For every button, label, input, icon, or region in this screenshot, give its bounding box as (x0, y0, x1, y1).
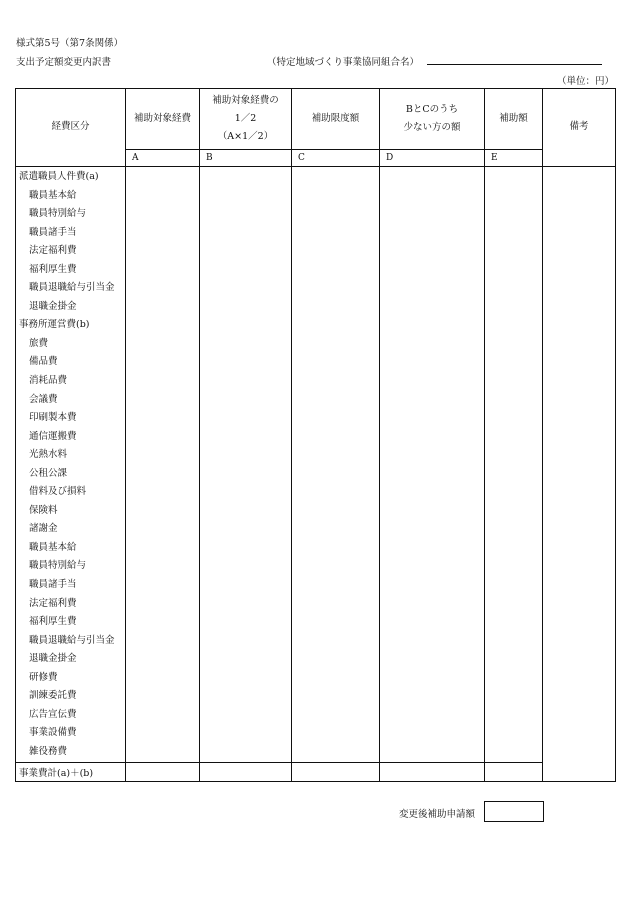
column-a-cell[interactable] (126, 167, 200, 763)
total-a-cell[interactable] (126, 762, 200, 781)
expense-item-row: 研修費 (29, 671, 58, 683)
expense-item-row: 職員諸手当 (29, 579, 77, 591)
column-d-cell[interactable] (380, 167, 485, 763)
expense-item-row: 会議費 (29, 393, 58, 405)
expense-table (15, 88, 616, 782)
expense-item-row: 旅費 (29, 337, 49, 349)
expense-item-row: 職員基本給 (29, 541, 77, 553)
expense-item-row: 職員特別給与 (29, 208, 87, 220)
expense-item-row: 事業設備費 (29, 727, 77, 739)
header-category: 経費区分 (16, 89, 126, 167)
header-b-line1: 補助対象経費の (212, 94, 279, 106)
letter-e: E (485, 150, 543, 167)
expense-item-row: 借料及び損料 (29, 486, 87, 498)
letter-a: A (126, 150, 200, 167)
document-title: 支出予定額変更内訳書 (16, 57, 112, 68)
expense-item-row: 諸謝金 (29, 523, 58, 535)
applied-amount-label: 変更後補助申請額 (399, 809, 476, 820)
expense-item-row: 保険料 (29, 504, 58, 516)
applied-amount-field[interactable] (484, 801, 544, 822)
header-b-line2: 1／2 (234, 112, 257, 124)
letter-d: D (380, 150, 485, 167)
expense-item-row: 職員退職給与引当金 (29, 634, 115, 646)
header-a: 補助対象経費 (126, 89, 200, 150)
expense-item-row: 光熱水料 (29, 449, 68, 461)
total-e-cell[interactable] (485, 762, 543, 781)
column-e-cell[interactable] (485, 167, 543, 763)
letter-c: C (292, 150, 380, 167)
header-d (380, 89, 485, 150)
total-c-cell[interactable] (292, 762, 380, 781)
expense-item-row: 職員基本給 (29, 189, 77, 201)
expense-item-row: 公租公課 (29, 467, 68, 479)
expense-category-row: 派遣職員人件費(a) (19, 171, 99, 182)
expense-item-row: 消耗品費 (29, 375, 68, 387)
expense-item-row: 職員特別給与 (29, 560, 87, 572)
expense-item-row: 雑役務費 (29, 745, 68, 757)
total-d-cell[interactable] (380, 762, 485, 781)
cooperative-name-field[interactable] (427, 64, 602, 65)
expense-item-row: 備品費 (29, 356, 58, 368)
remarks-cell[interactable] (543, 167, 616, 782)
expense-item-row: 退職金掛金 (29, 300, 77, 312)
expense-item-row: 福利厚生費 (29, 616, 77, 628)
expense-item-row: 通信運搬費 (29, 430, 77, 442)
expense-item-row: 法定福利費 (29, 245, 77, 257)
expense-item-row: 印刷製本費 (29, 412, 77, 424)
expense-category-row: 事務所運営費(b) (19, 319, 90, 331)
cooperative-name-label: （特定地域づくり事業協同組合名） (267, 57, 420, 68)
expense-item-row: 訓練委託費 (29, 690, 77, 702)
header-c: 補助限度額 (292, 89, 380, 150)
expense-item-row: 職員退職給与引当金 (29, 282, 115, 294)
header-b (200, 89, 292, 150)
header-e: 補助額 (485, 89, 543, 150)
expense-item-row: 職員諸手当 (29, 226, 77, 238)
column-c-cell[interactable] (292, 167, 380, 763)
total-label: 事業費計(a)＋(b) (16, 762, 126, 781)
header-d-line2: 少ない方の額 (403, 122, 461, 133)
expense-items-list (16, 167, 125, 762)
expense-item-row: 法定福利費 (29, 597, 77, 609)
total-b-cell[interactable] (200, 762, 292, 781)
letter-b: B (200, 150, 292, 167)
expense-item-row: 広告宣伝費 (29, 708, 77, 720)
expense-items-cell (16, 167, 126, 763)
expense-item-row: 退職金掛金 (29, 653, 77, 665)
header-d-line1: BとCのうち (405, 103, 459, 115)
unit-label: （単位：円） (556, 76, 614, 87)
column-b-cell[interactable] (200, 167, 292, 763)
expense-item-row: 福利厚生費 (29, 263, 77, 275)
header-remarks: 備考 (543, 89, 616, 167)
header-b-line3: （A×1／2） (217, 131, 274, 143)
form-number: 様式第5号（第7条関係） (16, 38, 124, 49)
